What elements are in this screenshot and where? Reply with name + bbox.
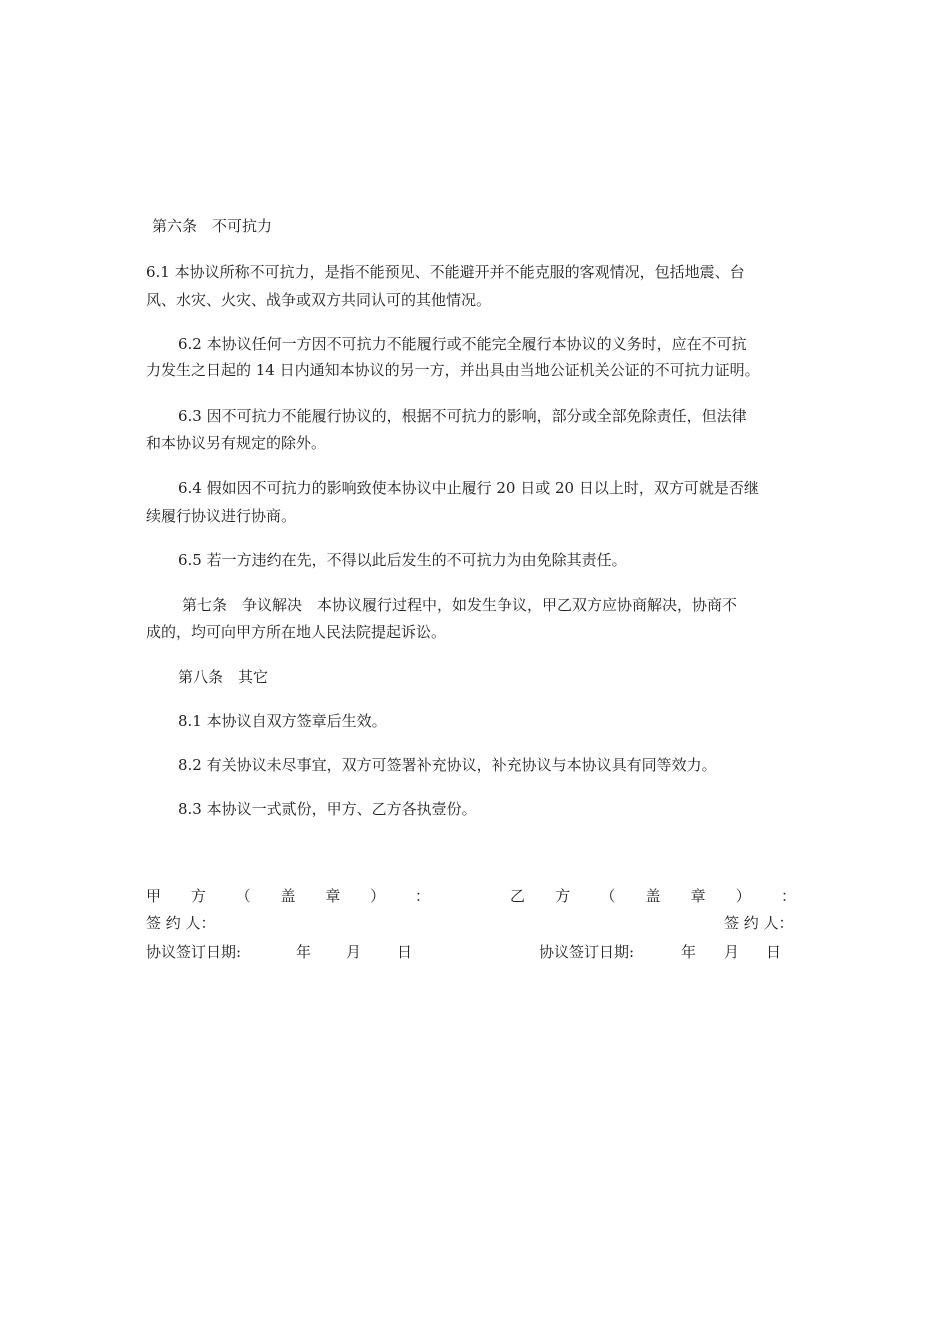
clause-8-3: 8.3 本协议一式贰份，甲方、乙方各执壹份。 (178, 800, 477, 818)
article-6-heading: 第六条 不可抗力 (152, 217, 273, 235)
party-a-day: 日 (397, 943, 413, 961)
party-b-seal-label (510, 886, 796, 906)
party-a-char: 方 (190, 887, 206, 905)
article-8-heading: 第八条 其它 (178, 668, 269, 686)
clause-6-3-line-1: 6.3 因不可抗力不能履行协议的，根据不可抗力的影响，部分或全部免除责任，但法律 (178, 407, 747, 425)
signer-row (146, 913, 806, 933)
party-b-char: （ (600, 887, 616, 905)
clause-8-2: 8.2 有关协议未尽事宜，双方可签署补充协议，补充协议与本协议具有同等效力。 (178, 756, 717, 774)
party-a-char: 章 (325, 887, 341, 905)
clause-6-1-line-1: 6.1 本协议所称不可抗力，是指不能预见、不能避开并不能克服的客观情况，包括地震、台 (146, 263, 745, 281)
party-a-char: 盖 (280, 887, 296, 905)
party-a-seal-label (146, 886, 430, 906)
party-b-char: 章 (690, 887, 706, 905)
party-a-year: 年 (296, 943, 312, 961)
party-a-char: 甲 (146, 887, 162, 905)
party-b-day: 日 (766, 943, 782, 961)
clause-6-2-line-2: 力发生之日起的 14 日内通知本协议的另一方，并出具由当地公证机关公证的不可抗力证明。 (146, 361, 760, 379)
party-b-month: 月 (724, 943, 740, 961)
party-a-date-label: 协议签订日期: (146, 943, 242, 961)
party-a-char: （ (235, 887, 251, 905)
article-7-line-2: 成的，均可向甲方所在地人民法院提起诉讼。 (146, 623, 447, 641)
party-b-char: 乙 (510, 887, 526, 905)
party-b-char: 盖 (645, 887, 661, 905)
clause-8-1: 8.1 本协议自双方签章后生效。 (178, 712, 387, 730)
clause-6-4-line-2: 续履行协议进行协商。 (146, 507, 297, 525)
clause-6-2-line-1: 6.2 本协议任何一方因不可抗力不能履行或不能完全履行本协议的义务时，应在不可抗 (178, 335, 747, 353)
party-seal-row (146, 886, 806, 906)
clause-6-3-line-2: 和本协议另有规定的除外。 (146, 434, 327, 452)
party-a-month: 月 (346, 943, 362, 961)
party-a-char: ） (370, 887, 386, 905)
clause-6-1-line-2: 风、水灾、火灾、战争或双方共同认可的其他情况。 (146, 291, 492, 309)
party-a-signer-label: 签 约 人： (146, 914, 216, 932)
party-b-char: ： (780, 887, 796, 905)
party-a-char: ： (414, 887, 430, 905)
party-b-char: 方 (555, 887, 571, 905)
clause-6-5: 6.5 若一方违约在先，不得以此后发生的不可抗力为由免除其责任。 (178, 551, 627, 569)
article-7-line-1: 第七条 争议解决 本协议履行过程中，如发生争议，甲乙双方应协商解决，协商不 (182, 596, 738, 614)
party-b-year: 年 (681, 943, 697, 961)
party-b-char: ） (735, 887, 751, 905)
signing-date-row (146, 942, 806, 962)
party-b-date-label: 协议签订日期: (539, 943, 635, 961)
clause-6-4-line-1: 6.4 假如因不可抗力的影响致使本协议中止履行 20 日或 20 日以上时，双方可就是否继 (178, 479, 759, 497)
party-b-signer-label: 签 约 人： (724, 914, 794, 932)
